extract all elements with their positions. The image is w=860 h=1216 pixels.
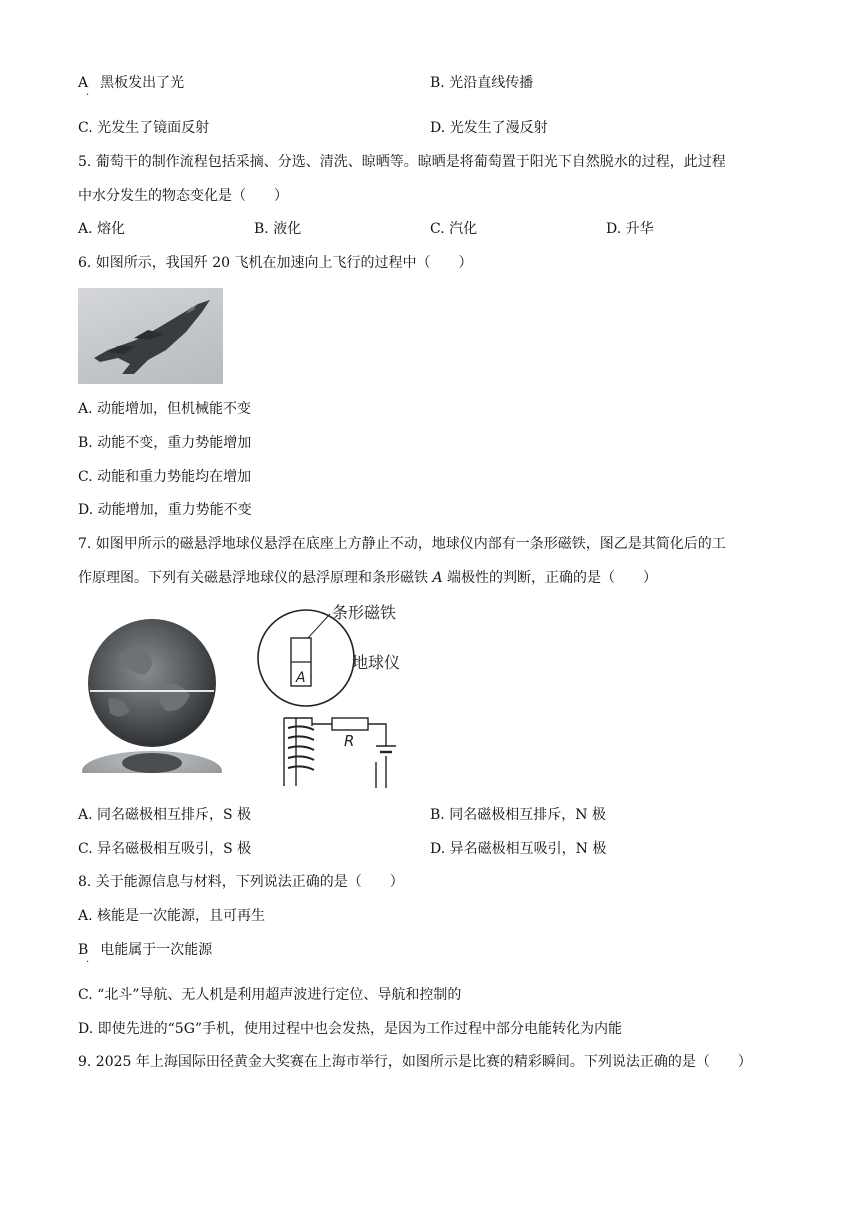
q8-option-b: [78, 940, 212, 960]
q5-option-a: A. 熔化: [78, 221, 126, 237]
globe-circle: [258, 610, 354, 706]
jet-illustration: [78, 288, 223, 384]
q7-stem-line2-post: 端极性的判断，正确的是（ ）: [442, 570, 658, 586]
q8-option-b-text: 电能属于一次能源: [100, 942, 213, 958]
q9-stem: 9. 2025 年上海国际田径黄金大奖赛在上海市举行，如图所示是比赛的精彩瞬间。下列说法正确的是（ ）: [78, 1054, 752, 1070]
q5-option-d: D. 升华: [606, 221, 654, 237]
j20-jet-photo: [78, 288, 223, 384]
magnet-end-a-label: A: [296, 670, 306, 686]
q4-option-a-letter: A: [78, 75, 89, 91]
q5-option-b: B. 液化: [254, 221, 302, 237]
q4-option-b: B. 光沿直线传播: [430, 75, 534, 91]
q4-option-c: C. 光发生了镜面反射: [78, 120, 210, 136]
q4-option-a: [78, 73, 184, 93]
q8-option-c: C. “北斗”导航、无人机是利用超声波进行定位、导航和控制的: [78, 987, 462, 1003]
q7-option-d: D. 异名磁极相互吸引，N 极: [430, 841, 607, 857]
resistor-r-label: R: [344, 732, 355, 750]
globe-label: 地球仪: [352, 653, 401, 672]
q7-stem-line2-pre: 作原理图。下列有关磁悬浮地球仪的悬浮原理和条形磁铁: [78, 570, 433, 586]
q8-option-b-letter: B: [78, 942, 89, 958]
q6-option-d: D. 动能增加，重力势能不变: [78, 502, 252, 518]
working-principle-diagram: [250, 596, 430, 792]
q7-option-a: A. 同名磁极相互排斥，S 极: [78, 807, 252, 823]
q4-option-d: D. 光发生了漫反射: [430, 120, 548, 136]
q4-option-a-dot: .: [86, 87, 90, 98]
q7-option-c: C. 异名磁极相互吸引，S 极: [78, 841, 252, 857]
q8-option-d: D. 即使先进的“5G”手机，使用过程中也会发热，是因为工作过程中部分电能转化为内能: [78, 1021, 623, 1037]
q7-option-b: B. 同名磁极相互排斥，N 极: [430, 807, 606, 823]
q4-option-a-text: 黑板发出了光: [100, 75, 185, 91]
q6-option-c: C. 动能和重力势能均在增加: [78, 469, 252, 485]
q8-stem: 8. 关于能源信息与材料，下列说法正确的是（ ）: [78, 874, 404, 890]
q7-stem-line1: 7. 如图甲所示的磁悬浮地球仪悬浮在底座上方静止不动，地球仪内部有一条形磁铁，图乙是其简化后的工: [78, 536, 726, 552]
q8-option-b-dot: .: [86, 954, 90, 965]
maglev-globe-photo: [78, 615, 226, 773]
q5-stem-line2: 中水分发生的物态变化是（ ）: [78, 188, 288, 204]
q7-stem-line2: [78, 568, 657, 588]
q7-stem-line2-var: A: [432, 570, 443, 586]
q5-stem-line1: 5. 葡萄干的制作流程包括采摘、分选、清洗、晾晒等。晾晒是将葡萄置于阳光下自然脱水的过程，此过程: [78, 154, 726, 170]
q8-option-a: A. 核能是一次能源，且可再生: [78, 908, 266, 924]
q6-option-a: A. 动能增加，但机械能不变: [78, 401, 252, 417]
resistor-r: [332, 718, 368, 730]
bar-magnet-label: 条形磁铁: [332, 603, 397, 622]
q6-stem: 6. 如图所示，我国歼 20 飞机在加速向上飞行的过程中（ ）: [78, 255, 473, 271]
solenoid-coil: [288, 726, 314, 770]
globe-illustration: [78, 615, 226, 773]
q6-option-b: B. 动能不变，重力势能增加: [78, 435, 252, 451]
q5-option-c: C. 汽化: [430, 221, 478, 237]
